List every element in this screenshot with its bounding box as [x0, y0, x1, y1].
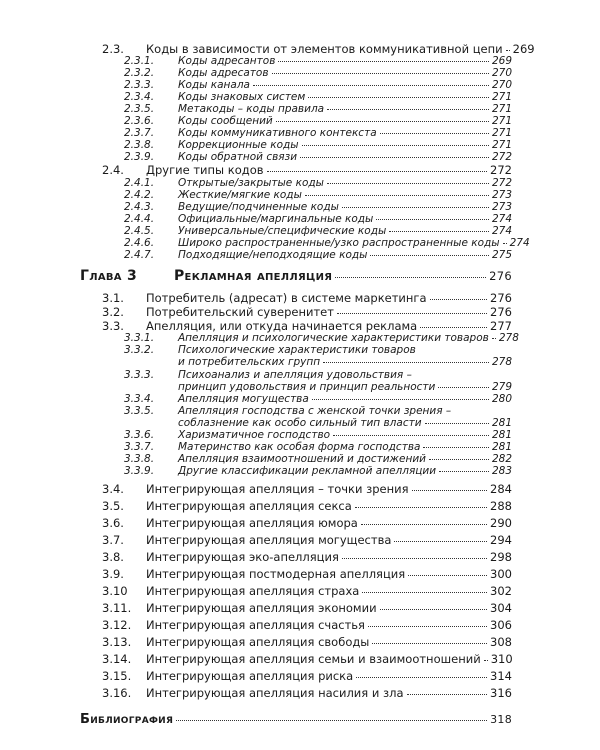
toc-leader-dots: [362, 592, 487, 593]
toc-leader-dots: [389, 231, 489, 232]
toc-entry-page: 290: [490, 516, 512, 530]
toc-entry-title: Материнство как особая форма господства: [178, 441, 421, 453]
toc-entry-number: 3.14.: [102, 652, 132, 666]
toc-entry-2-3-9[interactable]: [124, 151, 512, 163]
toc-entry-page: 271: [491, 139, 512, 151]
toc-entry-3-3-5-line1[interactable]: [124, 405, 451, 417]
toc-entry-number: 3.1.: [102, 291, 124, 305]
toc-leader-dots: [380, 609, 487, 610]
toc-entry-number: 3.3.: [102, 319, 124, 333]
toc-leader-dots: [333, 435, 489, 436]
toc-entry-page: 270: [491, 67, 512, 79]
toc-entry-number: 3.15.: [102, 669, 132, 683]
toc-entry-number: 2.3.8.: [124, 139, 155, 151]
toc-leader-dots: [492, 338, 496, 339]
toc-entry-number: 3.7.: [102, 533, 124, 547]
toc-entry-number: 2.4.3.: [124, 201, 155, 213]
toc-entry-number: 3.10: [102, 584, 128, 598]
toc-bibliography[interactable]: [80, 712, 512, 727]
toc-entry-number: 2.3.: [102, 42, 124, 56]
toc-entry-3-11[interactable]: [102, 601, 512, 615]
toc-entry-number: 3.3.5.: [124, 405, 155, 417]
toc-leader-dots: [408, 575, 487, 576]
toc-entry-page: 274: [491, 213, 512, 225]
toc-leader-dots: [323, 362, 489, 363]
toc-entry-page: 274: [509, 237, 530, 249]
toc-entry-number: 3.16.: [102, 686, 132, 700]
toc-entry-2-3-4[interactable]: [124, 91, 512, 103]
toc-entry-number: 3.3.7.: [124, 441, 155, 453]
toc-entry-number: 2.3.2.: [124, 67, 155, 79]
toc-entry-3-3-2-line2[interactable]: [178, 356, 512, 368]
toc-entry-3-10[interactable]: [102, 584, 512, 598]
toc-leader-dots: [276, 121, 489, 122]
toc-entry-page: 272: [490, 163, 512, 177]
toc-entry-page: 278: [498, 332, 519, 344]
toc-entry-2-3-8[interactable]: [124, 139, 512, 151]
toc-entry-3-5[interactable]: [102, 499, 512, 513]
toc-entry-2-4-3[interactable]: [124, 201, 512, 213]
toc-entry-number: 3.3.2.: [124, 344, 155, 356]
toc-leader-dots: [394, 541, 487, 542]
toc-entry-2-3-6[interactable]: [124, 115, 512, 127]
toc-entry-page: 308: [490, 635, 512, 649]
toc-entry-3-14[interactable]: [102, 652, 512, 666]
toc-entry-3-12[interactable]: [102, 618, 512, 632]
toc-entry-number: 2.3.4.: [124, 91, 155, 103]
toc-entry-page: 271: [491, 115, 512, 127]
toc-entry-number: 3.3.4.: [124, 393, 155, 405]
toc-entry-title: Интегрирующая эко-апелляция: [146, 550, 339, 564]
toc-entry-3-3-4[interactable]: [124, 393, 512, 405]
toc-entry-page: 283: [491, 465, 512, 477]
toc-entry-title: Интегрирующая апелляция – точки зрения: [146, 482, 409, 496]
toc-leader-dots: [407, 694, 488, 695]
toc-entry-title: Интегрирующая апелляция свободы: [146, 635, 370, 649]
toc-entry-page: 274: [491, 225, 512, 237]
toc-entry-page: 273: [491, 201, 512, 213]
toc-leader-dots: [300, 157, 489, 158]
toc-entry-3-3-9[interactable]: [124, 465, 512, 477]
toc-entry-3-2[interactable]: [102, 305, 512, 319]
toc-leader-dots: [176, 720, 487, 721]
toc-entry-page: 281: [491, 429, 512, 441]
toc-leader-dots: [337, 313, 487, 314]
toc-entry-title: Психоанализ и апелляция удовольствия –: [178, 369, 412, 381]
toc-entry-title: Универсальные/специфические коды: [178, 225, 387, 237]
toc-entry-page: 278: [491, 356, 512, 368]
toc-leader-dots: [412, 490, 488, 491]
toc-entry-3-4[interactable]: [102, 482, 512, 496]
toc-entry-3-3-8[interactable]: [124, 453, 512, 465]
toc-entry-page: 300: [490, 567, 512, 581]
toc-entry-title: Широко распространенные/узко распространенные коды: [178, 237, 500, 249]
toc-leader-dots: [368, 626, 487, 627]
chapter-title: Рекламная апелляция: [174, 268, 333, 284]
toc-entry-number: 3.3.3.: [124, 369, 155, 381]
toc-entry-title: Библиография: [80, 712, 174, 727]
toc-entry-number: 2.4.: [102, 163, 124, 177]
toc-leader-dots: [342, 558, 487, 559]
toc-entry-title: Другие классификации рекламной апелляции: [178, 465, 437, 477]
toc-chapter-3[interactable]: [80, 268, 512, 284]
toc-entry-page: 276: [489, 269, 512, 283]
toc-entry-page: 275: [491, 249, 512, 261]
toc-entry-page: 272: [491, 151, 512, 163]
toc-entry-page: 271: [491, 103, 512, 115]
toc-entry-title-continued: и потребительских групп: [178, 356, 321, 368]
toc-leader-dots: [253, 85, 489, 86]
toc-leader-dots: [438, 387, 489, 388]
toc-entry-number: 2.3.7.: [124, 127, 155, 139]
toc-entry-title: Апелляция, или откуда начинается реклама: [146, 319, 418, 333]
toc-entry-3-1[interactable]: [102, 291, 512, 305]
toc-entry-title: Жесткие/мягкие коды: [178, 189, 302, 201]
toc-entry-page: 288: [490, 499, 512, 513]
chapter-number: Глава 3: [80, 268, 138, 284]
toc-entry-title: Потребитель (адресат) в системе маркетинга: [146, 291, 427, 305]
toc-entry-3-9[interactable]: [102, 567, 512, 581]
toc-entry-title: Потребительский суверенитет: [146, 305, 334, 319]
toc-entry-title: Метакоды – коды правила: [178, 103, 325, 115]
toc-leader-dots: [302, 145, 489, 146]
toc-entry-number: 2.4.2.: [124, 189, 155, 201]
toc-entry-title: Открытые/закрытые коды: [178, 177, 324, 189]
toc-entry-3-3-1[interactable]: [124, 332, 519, 344]
toc-leader-dots: [506, 50, 510, 51]
toc-entry-number: 3.3.8.: [124, 453, 155, 465]
toc-entry-2-4-4[interactable]: [124, 213, 512, 225]
toc-entry-2-4-6[interactable]: [124, 237, 530, 249]
toc-entry-page: 281: [491, 441, 512, 453]
toc-entry-title: Коды канала: [178, 79, 250, 91]
toc-entry-number: 3.9.: [102, 567, 124, 581]
toc-entry-title: Апелляция господства с женской точки зрения –: [178, 405, 452, 417]
toc-entry-3-3-3-line1[interactable]: [124, 369, 412, 381]
toc-leader-dots: [370, 255, 489, 256]
toc-leader-dots: [327, 183, 489, 184]
toc-entry-number: 2.4.6.: [124, 237, 155, 249]
toc-leader-dots: [272, 73, 489, 74]
toc-leader-dots: [356, 677, 487, 678]
toc-entry-2-4-7[interactable]: [124, 249, 512, 261]
toc-entry-number: 2.4.1.: [124, 177, 155, 189]
toc-entry-number: 3.3.6.: [124, 429, 155, 441]
toc-entry-page: 310: [490, 652, 513, 666]
toc-entry-title: Интегрирующая апелляция юмора: [146, 516, 358, 530]
toc-leader-dots: [278, 61, 489, 62]
toc-entry-title: Интегрирующая апелляция секса: [146, 499, 352, 513]
toc-entry-title: Интегрирующая апелляция семьи и взаимоотношений: [146, 652, 481, 666]
toc-entry-title: Апелляция могущества: [178, 393, 309, 405]
toc-entry-page: 316: [490, 686, 512, 700]
toc-entry-number: 3.11.: [102, 601, 132, 615]
toc-leader-dots: [355, 507, 487, 508]
toc-entry-3-3[interactable]: [102, 319, 512, 333]
toc-entry-page: 269: [512, 42, 535, 56]
toc-entry-title: Интегрирующая постмодерная апелляция: [146, 567, 406, 581]
toc-entry-2-3-7[interactable]: [124, 127, 512, 139]
toc-entry-page: 271: [491, 91, 512, 103]
toc-entry-title: Коды знаковых систем: [178, 91, 306, 103]
toc-entry-title-continued: принцип удовольствия и принцип реальности: [178, 381, 436, 393]
toc-entry-title: Коды обратной связи: [178, 151, 298, 163]
toc-entry-2-3-3[interactable]: [124, 79, 512, 91]
toc-entry-3-3-6[interactable]: [124, 429, 512, 441]
toc-entry-page: 276: [490, 291, 512, 305]
toc-leader-dots: [425, 423, 489, 424]
toc-entry-number: 2.4.4.: [124, 213, 155, 225]
toc-leader-dots: [361, 524, 487, 525]
toc-entry-page: 282: [491, 453, 512, 465]
toc-entry-page: 273: [491, 189, 512, 201]
toc-entry-page: 314: [490, 669, 512, 683]
toc-entry-title: Подходящие/неподходящие коды: [178, 249, 368, 261]
toc-entry-number: 3.3.1.: [124, 332, 155, 344]
toc-entry-2-4-1[interactable]: [124, 177, 512, 189]
toc-leader-dots: [503, 243, 507, 244]
toc-entry-number: 2.3.9.: [124, 151, 155, 163]
toc-entry-3-16[interactable]: [102, 686, 512, 700]
toc-entry-title: Интегрирующая апелляция могущества: [146, 533, 392, 547]
toc-entry-3-3-7[interactable]: [124, 441, 512, 453]
toc-entry-page: 271: [491, 127, 512, 139]
toc-entry-number: 2.3.1.: [124, 55, 155, 67]
toc-entry-number: 2.3.3.: [124, 79, 155, 91]
toc-leader-dots: [267, 171, 488, 172]
toc-entry-2-4-5[interactable]: [124, 225, 512, 237]
toc-entry-number: 2.4.7.: [124, 249, 155, 261]
toc-entry-3-13[interactable]: [102, 635, 512, 649]
toc-entry-2-4-2[interactable]: [124, 189, 512, 201]
toc-entry-page: 298: [490, 550, 512, 564]
toc-entry-2-3[interactable]: [102, 42, 535, 56]
toc-entry-title: Ведущие/подчиненные коды: [178, 201, 339, 213]
toc-entry-page: 304: [490, 601, 512, 615]
toc-leader-dots: [308, 97, 489, 98]
toc-entry-3-8[interactable]: [102, 550, 512, 564]
toc-entry-2-4[interactable]: [102, 163, 512, 177]
toc-leader-dots: [327, 109, 489, 110]
toc-entry-number: 3.13.: [102, 635, 132, 649]
toc-entry-2-3-2[interactable]: [124, 67, 512, 79]
toc-entry-page: 277: [490, 319, 512, 333]
toc-entry-title: Апелляция и психологические характеристики товаров: [178, 332, 489, 344]
toc-leader-dots: [312, 399, 489, 400]
toc-entry-number: 3.8.: [102, 550, 124, 564]
toc-entry-title: Апелляция взаимоотношений и достижений: [178, 453, 426, 465]
toc-entry-number: 2.4.5.: [124, 225, 155, 237]
toc-entry-title: Коды адресантов: [178, 55, 276, 67]
toc-entry-page: 280: [491, 393, 512, 405]
toc-entry-2-3-1[interactable]: [124, 55, 512, 67]
toc-entry-page: 284: [490, 482, 512, 496]
toc-entry-title: Коды в зависимости от элементов коммуникативной цепи: [146, 42, 503, 56]
toc-entry-number: 3.5.: [102, 499, 124, 513]
toc-entry-page: 294: [490, 533, 512, 547]
toc-entry-number: 2.3.5.: [124, 103, 155, 115]
toc-entry-number: 3.6.: [102, 516, 124, 530]
toc-entry-page: 281: [491, 417, 512, 429]
toc-leader-dots: [335, 277, 486, 278]
toc-entry-number: 3.3.9.: [124, 465, 155, 477]
toc-entry-title: Коды адресатов: [178, 67, 269, 79]
toc-entry-number: 2.3.6.: [124, 115, 155, 127]
toc-entry-page: 270: [491, 79, 512, 91]
toc-leader-dots: [484, 660, 488, 661]
toc-entry-3-6[interactable]: [102, 516, 512, 530]
toc-entry-title: Коды сообщений: [178, 115, 273, 127]
toc-leader-dots: [372, 643, 487, 644]
toc-entry-title: Интегрирующая апелляция счастья: [146, 618, 365, 632]
toc-entry-page: 279: [491, 381, 512, 393]
toc-leader-dots: [423, 447, 489, 448]
toc-entry-number: 3.12.: [102, 618, 132, 632]
toc-entry-title: Другие типы кодов: [146, 163, 264, 177]
toc-entry-page: 276: [490, 305, 512, 319]
toc-entry-title-continued: соблазнение как особо сильный тип власти: [178, 417, 422, 429]
toc-entry-3-7[interactable]: [102, 533, 512, 547]
toc-entry-title: Интегрирующая апелляция насилия и зла: [146, 686, 404, 700]
toc-leader-dots: [430, 299, 488, 300]
toc-entry-page: 318: [490, 713, 512, 726]
toc-leader-dots: [420, 327, 487, 328]
toc-entry-title: Харизматичное господство: [178, 429, 331, 441]
toc-entry-title: Коды коммуникативного контекста: [178, 127, 377, 139]
toc-entry-title: Официальные/маргинальные коды: [178, 213, 374, 225]
toc-leader-dots: [305, 195, 489, 196]
toc-entry-3-15[interactable]: [102, 669, 512, 683]
toc-leader-dots: [439, 471, 489, 472]
toc-entry-3-3-3-line2[interactable]: [178, 381, 512, 393]
toc-entry-page: 272: [491, 177, 512, 189]
toc-entry-title: Психологические характеристики товаров: [178, 344, 416, 356]
toc-entry-number: 3.4.: [102, 482, 124, 496]
toc-leader-dots: [376, 219, 489, 220]
toc-entry-title: Коррекционные коды: [178, 139, 299, 151]
toc-entry-page: 306: [490, 618, 512, 632]
toc-entry-page: 302: [490, 584, 512, 598]
toc-leader-dots: [342, 207, 489, 208]
toc-entry-title: Интегрирующая апелляция экономии: [146, 601, 377, 615]
toc-leader-dots: [380, 133, 489, 134]
toc-leader-dots: [429, 459, 489, 460]
toc-entry-2-3-5[interactable]: [124, 103, 512, 115]
toc-entry-title: Интегрирующая апелляция страха: [146, 584, 360, 598]
toc-entry-page: 269: [491, 55, 512, 67]
toc-entry-number: 3.2.: [102, 305, 124, 319]
toc-entry-3-3-5-line2[interactable]: [178, 417, 512, 429]
toc-entry-title: Интегрирующая апелляция риска: [146, 669, 354, 683]
toc-entry-3-3-2-line1[interactable]: [124, 344, 416, 356]
